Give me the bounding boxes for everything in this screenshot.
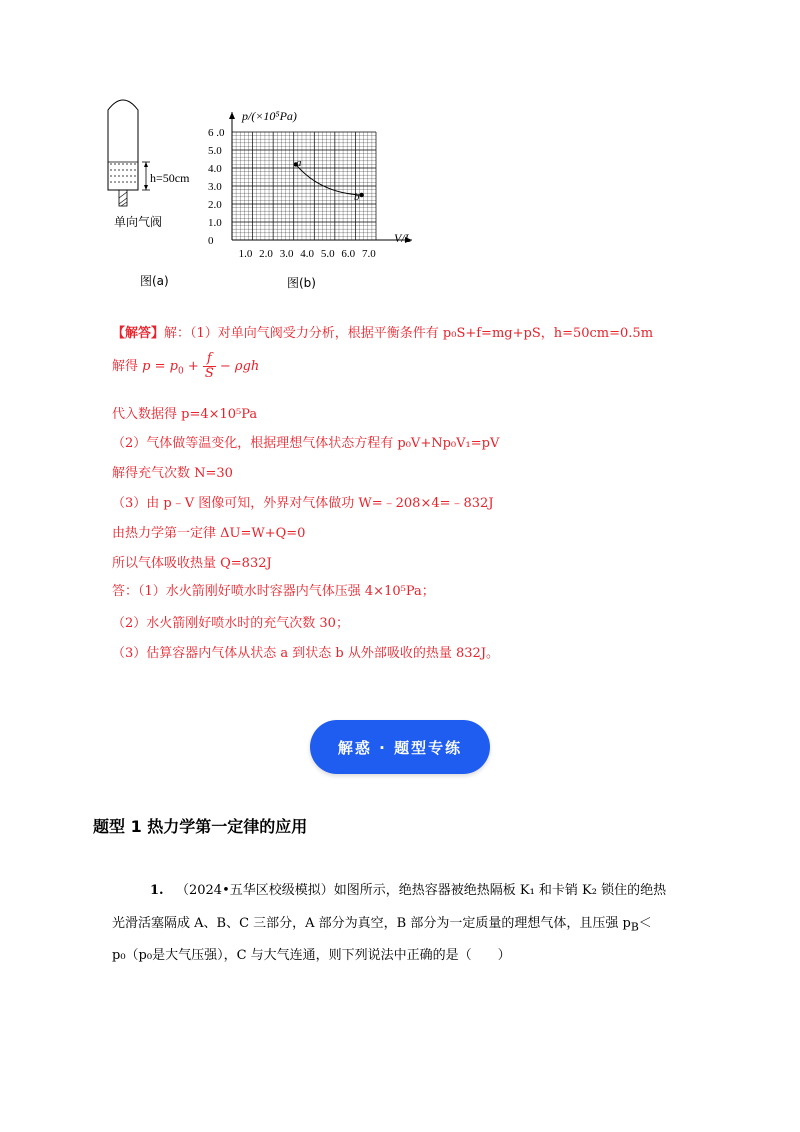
answer-line-2: 解得 $p = p_0$ + $\frac{f}{S}$ − ρgh bbox=[112, 351, 260, 381]
y-tick-label: 0 bbox=[208, 235, 214, 247]
point-b bbox=[359, 193, 363, 197]
tube-diagram bbox=[108, 100, 150, 206]
answer-line-5: 解得充气次数 N=30 bbox=[112, 466, 233, 481]
tube-height-label: h=50cm bbox=[150, 171, 190, 185]
section-banner: 解惑 · 题型专练 bbox=[310, 720, 490, 774]
x-tick-label: 1.0 bbox=[238, 248, 253, 260]
x-tick-label: 6.0 bbox=[341, 248, 356, 260]
physics-figure bbox=[100, 90, 420, 300]
answer-line-4: （2）气体做等温变化，根据理想气体状态方程有 p₀V+Np₀V₁=pV bbox=[112, 436, 500, 451]
y-tick-label: 5.0 bbox=[208, 145, 222, 157]
y-tick-label: 3.0 bbox=[208, 181, 222, 193]
valve-label: 单向气阀 bbox=[114, 215, 163, 229]
fraction: $\frac{f}{S}$ bbox=[204, 351, 214, 381]
question-line-1: 1. （2024•五华区校级模拟）如图所示，绝热容器被绝热隔板 K₁ 和卡销 K₂ 锁住的绝热 bbox=[150, 883, 667, 898]
y-axis-label: p/(×10⁵Pa) bbox=[242, 109, 297, 123]
y-tick-label: 1.0 bbox=[208, 217, 222, 229]
question-line-3: p₀（p₀是大气压强），C 与大气连通，则下列说法中正确的是（ ） bbox=[112, 948, 511, 963]
answer-line-9: 答：（1）水火箭刚好喷水时容器内气体压强 4×10⁵Pa； bbox=[112, 584, 435, 599]
x-tick-label: 7.0 bbox=[362, 248, 376, 260]
x-axis-label: V/L bbox=[394, 231, 412, 245]
x-tick-label: 5.0 bbox=[320, 248, 335, 260]
y-tick-label: 2.0 bbox=[208, 199, 222, 211]
answer-line-6: （3）由 p﹣V 图像可知，外界对气体做功 W=﹣208×4=﹣832J bbox=[112, 496, 494, 511]
point-a-label: a bbox=[296, 157, 302, 169]
answer-line-7: 由热力学第一定律 ΔU=W+Q=0 bbox=[112, 526, 306, 541]
y-tick-label: 4.0 bbox=[208, 163, 222, 175]
y-tick-label: 6 .0 bbox=[208, 127, 225, 139]
answer-tag: 【解答】 bbox=[112, 326, 165, 341]
caption-b: 图(b) bbox=[287, 276, 316, 290]
y-axis-arrow bbox=[229, 112, 235, 119]
answer-line-3: 代入数据得 p=4×10⁵Pa bbox=[112, 407, 258, 422]
question-number: 1. bbox=[150, 883, 164, 898]
x-tick-label: 2.0 bbox=[259, 248, 273, 260]
section-heading: 题型 1 热力学第一定律的应用 bbox=[93, 817, 308, 836]
question-line-2: 光滑活塞隔成 A、B、C 三部分，A 部分为真空，B 部分为一定质量的理想气体，且压强 $p_B<$ bbox=[112, 916, 652, 934]
pv-graph bbox=[208, 112, 412, 260]
answer-line-8: 所以气体吸收热量 Q=832J bbox=[112, 556, 272, 571]
point-b-label: b bbox=[354, 191, 360, 203]
figure-svg bbox=[100, 90, 420, 300]
x-tick-label: 3.0 bbox=[279, 248, 294, 260]
answer-line-1: 【解答】解：（1）对单向气阀受力分析，根据平衡条件有 p₀S+f=mg+pS，h=50cm=0.5m bbox=[112, 326, 654, 341]
x-tick-label: 4.0 bbox=[300, 248, 315, 260]
answer-line-11: （3）估算容器内气体从状态 a 到状态 b 从外部吸收的热量 832J。 bbox=[112, 646, 500, 661]
answer-line-10: （2）水火箭刚好喷水时的充气次数 30； bbox=[112, 616, 349, 631]
caption-a: 图(a) bbox=[140, 274, 169, 288]
isotherm-curve bbox=[296, 164, 362, 195]
